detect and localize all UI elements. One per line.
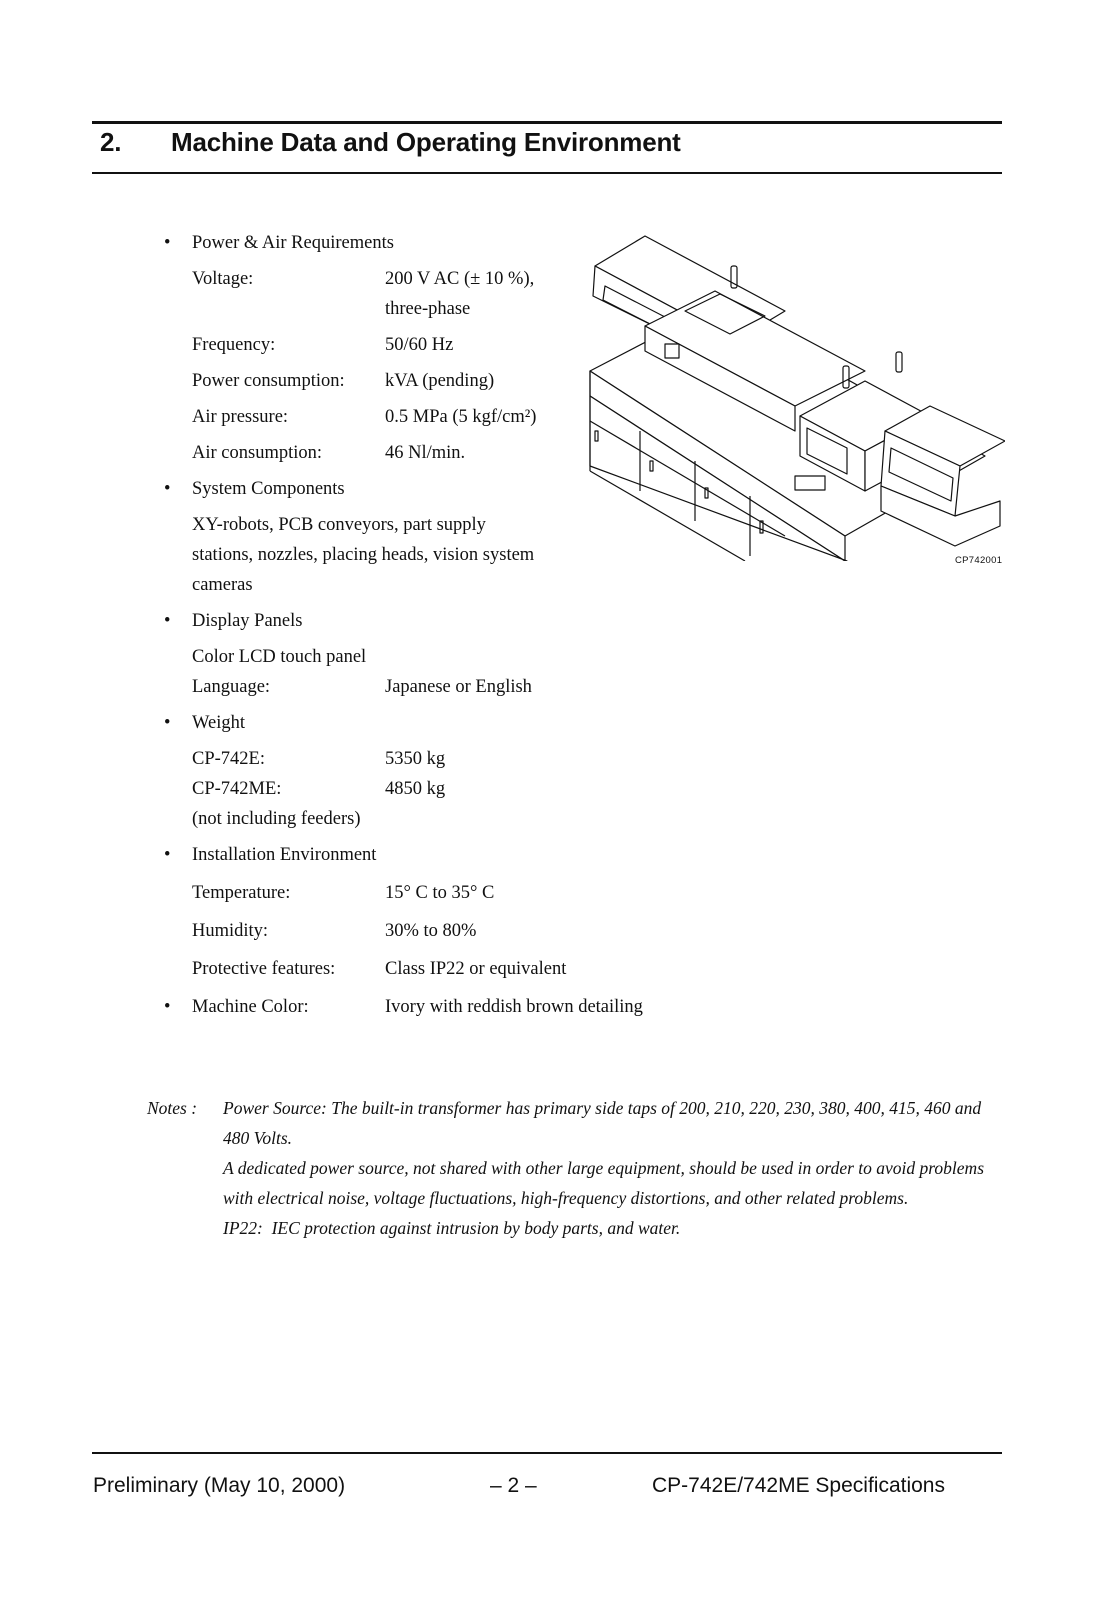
display-panels-heading: Display Panels [192, 611, 303, 631]
spec-label: Air consumption: [192, 443, 323, 463]
system-components-section [160, 474, 600, 600]
section-title-text: Machine Data and Operating Environment [171, 127, 681, 157]
spec-list [160, 228, 643, 1022]
footer-right: CP-742E/742ME Specifications [652, 1474, 945, 1497]
spec-value: Japanese or English [385, 677, 532, 697]
spec-row-frequency [160, 330, 600, 360]
bullet-icon: • [164, 713, 171, 733]
section-title [100, 127, 681, 158]
power-air-heading: Power & Air Requirements [192, 233, 394, 253]
installation-heading-row [160, 840, 600, 870]
note-item-ip22: IP22: IEC protection against intrusion by body parts, and water. [223, 1218, 681, 1238]
spec-label: Language: [192, 677, 271, 697]
spec-row-air-pressure [160, 402, 600, 432]
display-panels-text: Color LCD touch panel [192, 647, 367, 667]
spec-value: 50/60 Hz [385, 335, 454, 355]
signal-tower [896, 352, 902, 372]
display-panels-section [160, 606, 600, 702]
spec-label: Frequency: [192, 335, 276, 355]
header-rule-top [92, 121, 1002, 124]
note-item-dedicated-power: A dedicated power source, not shared with other large equipment, should be used in order to avoid problems with electrical noise, voltage fluctuations, high-frequency distortions, and other related problems. [223, 1158, 985, 1208]
spec-label: CP-742ME: [192, 779, 282, 799]
power-air-heading-row [160, 228, 600, 258]
bullet-icon: • [164, 233, 171, 253]
bullet-icon: • [164, 997, 171, 1017]
spec-label: Temperature: [192, 883, 291, 903]
spec-value: 5350 kg [385, 749, 446, 769]
section-number: 2. [100, 127, 122, 157]
spec-value: 4850 kg [385, 779, 446, 799]
footer-left: Preliminary (May 10, 2000) [93, 1474, 346, 1497]
footer-rule [92, 1452, 1002, 1454]
power-air-section [160, 228, 600, 468]
weight-heading-row [160, 708, 600, 738]
spec-value: 0.5 MPa (5 kgf/cm²) [385, 407, 537, 427]
voltage-value: 200 V AC (± 10 %), [385, 269, 535, 289]
spec-row-weight-742e [160, 744, 600, 774]
spec-row-air-consumption [160, 438, 600, 468]
spec-label: Humidity: [192, 921, 269, 941]
spec-label: CP-742E: [192, 749, 265, 769]
machine-color-value: Ivory with reddish brown detailing [385, 997, 643, 1017]
spec-label: Protective features: [192, 959, 336, 979]
voltage-phase: three-phase [385, 299, 471, 319]
notes-section [147, 1093, 1007, 1243]
spec-row-voltage [160, 264, 600, 324]
notes-body [223, 1093, 1007, 1243]
installation-section [160, 840, 600, 984]
machine-illustration [585, 216, 1005, 561]
installation-heading: Installation Environment [192, 845, 377, 865]
spec-value: 15° C to 35° C [385, 883, 495, 903]
system-components-text: XY-robots, PCB conveyors, part supply stations, nozzles, placing heads, vision system cameras [192, 515, 535, 595]
weight-note: (not including feeders) [192, 809, 361, 829]
weight-section [160, 708, 600, 834]
spec-row-language [160, 672, 600, 702]
notes-label: Notes : [147, 1098, 198, 1118]
bullet-icon: • [164, 845, 171, 865]
spec-value [385, 264, 600, 324]
note-item-power-source: Power Source: The built-in transformer has primary side taps of 200, 210, 220, 230, 380, 400, 415, 460 and 480 Volts. [223, 1098, 982, 1148]
spec-label: Power consumption: [192, 371, 345, 391]
machine-color-label: Machine Color: [192, 997, 309, 1017]
spec-value: 46 Nl/min. [385, 443, 466, 463]
spec-row-humidity [160, 916, 600, 946]
spec-value: 30% to 80% [385, 921, 477, 941]
weight-heading: Weight [192, 713, 245, 733]
system-components-heading-row [160, 474, 600, 504]
spec-row-power-consumption [160, 366, 600, 396]
spec-value: Class IP22 or equivalent [385, 959, 567, 979]
header-rule-bottom [92, 172, 1002, 174]
display-panels-heading-row [160, 606, 600, 636]
spec-row-temperature [160, 878, 600, 908]
figure-code: CP742001 [955, 555, 1003, 566]
bullet-icon: • [164, 479, 171, 499]
system-components-heading: System Components [192, 479, 345, 499]
spec-label: Voltage: [192, 269, 254, 289]
spec-row-weight-742me [160, 774, 600, 804]
machine-color-row [160, 992, 643, 1022]
spec-label: Air pressure: [192, 407, 289, 427]
bullet-icon: • [164, 611, 171, 631]
spec-value: kVA (pending) [385, 371, 495, 391]
spec-row-protective-features [160, 954, 600, 984]
footer-page-number: – 2 – [490, 1474, 537, 1497]
